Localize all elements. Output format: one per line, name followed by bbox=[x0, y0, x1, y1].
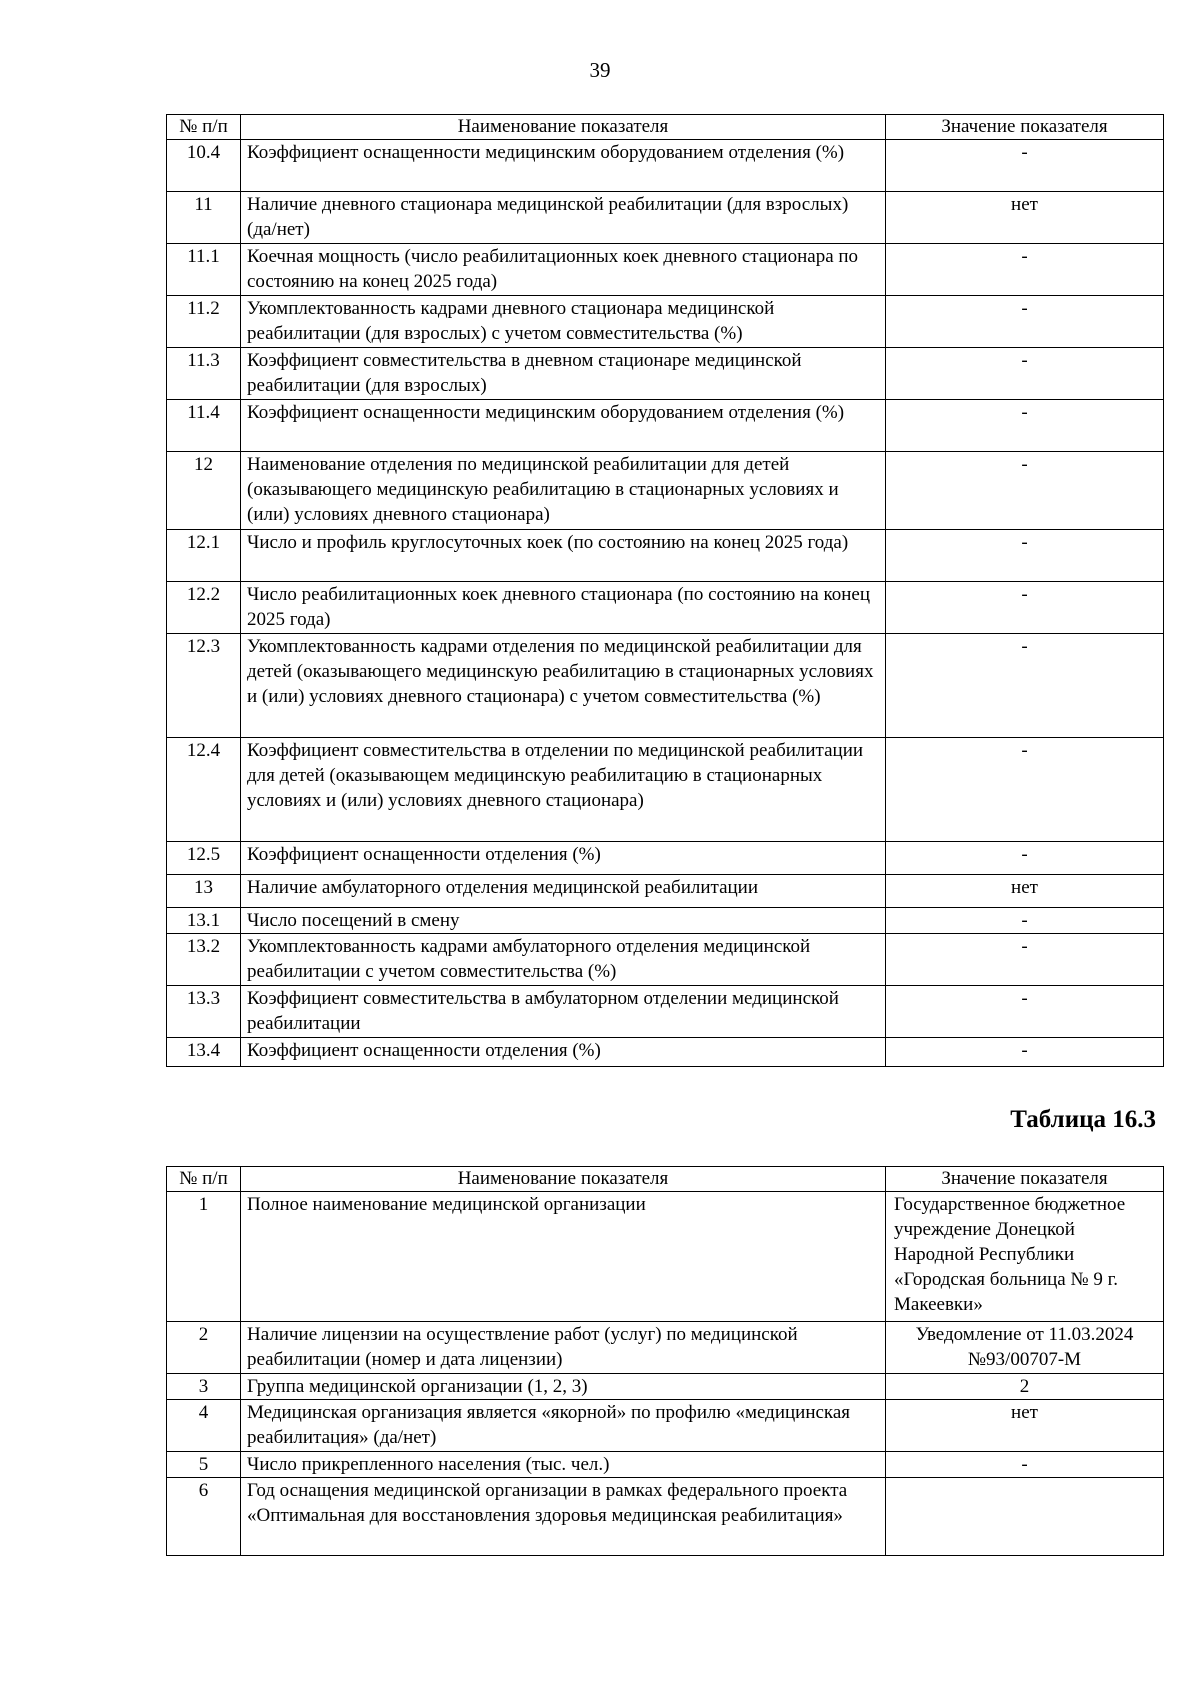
table-row bbox=[167, 296, 1164, 348]
row-number: 13.2 bbox=[167, 934, 241, 986]
indicator-name: Год оснащения медицинской организации в рамках федерального проекта «Оптимальная для восстановления здоровья медицинская реабилитация» bbox=[241, 1478, 886, 1556]
table-row bbox=[167, 1322, 1164, 1374]
indicator-value: Уведомление от 11.03.2024 №93/00707-М bbox=[886, 1322, 1164, 1374]
indicator-value: - bbox=[886, 986, 1164, 1038]
indicator-value: - bbox=[886, 140, 1164, 192]
indicator-value: 2 bbox=[886, 1374, 1164, 1400]
indicator-name: Полное наименование медицинской организации bbox=[241, 1192, 886, 1322]
row-number: 12.1 bbox=[167, 530, 241, 582]
header-indicator-name: Наименование показателя bbox=[241, 115, 886, 140]
indicator-name: Группа медицинской организации (1, 2, 3) bbox=[241, 1374, 886, 1400]
indicator-value: нет bbox=[886, 875, 1164, 908]
row-number: 12.2 bbox=[167, 582, 241, 634]
indicator-name: Наименование отделения по медицинской реабилитации для детей (оказывающего медицинскую реабилитацию в стационарных условиях и (или) условиях дневного стационара) bbox=[241, 452, 886, 530]
row-number: 11 bbox=[167, 192, 241, 244]
table-header-row bbox=[167, 115, 1164, 140]
indicator-name: Медицинская организация является «якорной» по профилю «медицинская реабилитация» (да/нет) bbox=[241, 1400, 886, 1452]
row-number: 12 bbox=[167, 452, 241, 530]
table-row bbox=[167, 530, 1164, 582]
row-number: 2 bbox=[167, 1322, 241, 1374]
indicator-name: Число реабилитационных коек дневного стационара (по состоянию на конец 2025 года) bbox=[241, 582, 886, 634]
indicator-name: Коэффициент оснащенности медицинским оборудованием отделения (%) bbox=[241, 140, 886, 192]
indicator-name: Коэффициент оснащенности отделения (%) bbox=[241, 1038, 886, 1067]
indicator-value: - bbox=[886, 244, 1164, 296]
row-number: 13.3 bbox=[167, 986, 241, 1038]
indicator-name: Укомплектованность кадрами амбулаторного отделения медицинской реабилитации с учетом совместительства (%) bbox=[241, 934, 886, 986]
row-number: 1 bbox=[167, 1192, 241, 1322]
table-row bbox=[167, 192, 1164, 244]
table-row bbox=[167, 452, 1164, 530]
table-row bbox=[167, 842, 1164, 875]
indicator-name: Укомплектованность кадрами дневного стационара медицинской реабилитации (для взрослых) с учетом совместительства (%) bbox=[241, 296, 886, 348]
indicator-value: - bbox=[886, 1038, 1164, 1067]
indicator-name: Число и профиль круглосуточных коек (по состоянию на конец 2025 года) bbox=[241, 530, 886, 582]
header-number: № п/п bbox=[167, 1167, 241, 1192]
table-row bbox=[167, 1374, 1164, 1400]
indicator-name: Коэффициент совместительства в отделении по медицинской реабилитации для детей (оказывающем медицинскую реабилитацию в стационарных условиях и (или) условиях дневного стационара) bbox=[241, 738, 886, 842]
row-number: 13.1 bbox=[167, 908, 241, 934]
row-number: 3 bbox=[167, 1374, 241, 1400]
indicator-value: - bbox=[886, 348, 1164, 400]
table-row bbox=[167, 400, 1164, 452]
table-row bbox=[167, 1452, 1164, 1478]
indicator-name: Коэффициент совместительства в амбулаторном отделении медицинской реабилитации bbox=[241, 986, 886, 1038]
indicator-name: Коэффициент совместительства в дневном стационаре медицинской реабилитации (для взрослых) bbox=[241, 348, 886, 400]
row-number: 11.1 bbox=[167, 244, 241, 296]
row-number: 11.3 bbox=[167, 348, 241, 400]
indicator-name: Наличие дневного стационара медицинской реабилитации (для взрослых) (да/нет) bbox=[241, 192, 886, 244]
row-number: 10.4 bbox=[167, 140, 241, 192]
table-row bbox=[167, 908, 1164, 934]
table-row bbox=[167, 1478, 1164, 1556]
indicators-table-continued bbox=[166, 114, 1164, 1067]
row-number: 6 bbox=[167, 1478, 241, 1556]
indicator-name: Коэффициент оснащенности медицинским оборудованием отделения (%) bbox=[241, 400, 886, 452]
table-row bbox=[167, 244, 1164, 296]
indicator-value: - bbox=[886, 634, 1164, 738]
indicator-value: - bbox=[886, 1452, 1164, 1478]
row-number: 13 bbox=[167, 875, 241, 908]
indicator-name: Укомплектованность кадрами отделения по медицинской реабилитации для детей (оказывающего медицинскую реабилитацию в стационарных условиях и (или) условиях дневного стационара) с учетом совместительства (%) bbox=[241, 634, 886, 738]
row-number: 12.4 bbox=[167, 738, 241, 842]
table-row bbox=[167, 934, 1164, 986]
table-header-row bbox=[167, 1167, 1164, 1192]
table-row bbox=[167, 140, 1164, 192]
table-row bbox=[167, 738, 1164, 842]
table-row bbox=[167, 875, 1164, 908]
indicator-value: - bbox=[886, 934, 1164, 986]
indicator-name: Наличие лицензии на осуществление работ (услуг) по медицинской реабилитации (номер и дата лицензии) bbox=[241, 1322, 886, 1374]
header-indicator-value: Значение показателя bbox=[886, 115, 1164, 140]
organization-table bbox=[166, 1166, 1164, 1556]
table-caption: Таблица 16.3 bbox=[1010, 1106, 1156, 1133]
row-number: 5 bbox=[167, 1452, 241, 1478]
row-number: 4 bbox=[167, 1400, 241, 1452]
indicator-value: Государственное бюджетное учреждение Донецкой Народной Республики «Городская больница № 9 г. Макеевки» bbox=[886, 1192, 1164, 1322]
indicator-value: - bbox=[886, 296, 1164, 348]
indicator-value: - bbox=[886, 452, 1164, 530]
table-row bbox=[167, 582, 1164, 634]
indicator-name: Коечная мощность (число реабилитационных коек дневного стационара по состоянию на конец 2025 года) bbox=[241, 244, 886, 296]
indicator-value: нет bbox=[886, 1400, 1164, 1452]
indicator-value: - bbox=[886, 530, 1164, 582]
indicator-value bbox=[886, 1478, 1164, 1556]
indicator-value: - bbox=[886, 400, 1164, 452]
table-row bbox=[167, 986, 1164, 1038]
indicator-value: - bbox=[886, 738, 1164, 842]
table-row bbox=[167, 1038, 1164, 1067]
indicator-value: - bbox=[886, 908, 1164, 934]
header-number: № п/п bbox=[167, 115, 241, 140]
row-number: 12.3 bbox=[167, 634, 241, 738]
row-number: 11.4 bbox=[167, 400, 241, 452]
indicator-name: Число посещений в смену bbox=[241, 908, 886, 934]
page-number: 39 bbox=[589, 58, 611, 82]
table-row bbox=[167, 348, 1164, 400]
row-number: 13.4 bbox=[167, 1038, 241, 1067]
row-number: 12.5 bbox=[167, 842, 241, 875]
indicator-name: Число прикрепленного населения (тыс. чел.) bbox=[241, 1452, 886, 1478]
indicator-name: Наличие амбулаторного отделения медицинской реабилитации bbox=[241, 875, 886, 908]
header-indicator-value: Значение показателя bbox=[886, 1167, 1164, 1192]
header-indicator-name: Наименование показателя bbox=[241, 1167, 886, 1192]
table-row bbox=[167, 1192, 1164, 1322]
row-number: 11.2 bbox=[167, 296, 241, 348]
indicator-value: - bbox=[886, 842, 1164, 875]
table-row bbox=[167, 1400, 1164, 1452]
indicator-value: - bbox=[886, 582, 1164, 634]
indicator-value: нет bbox=[886, 192, 1164, 244]
table-row bbox=[167, 634, 1164, 738]
indicator-name: Коэффициент оснащенности отделения (%) bbox=[241, 842, 886, 875]
